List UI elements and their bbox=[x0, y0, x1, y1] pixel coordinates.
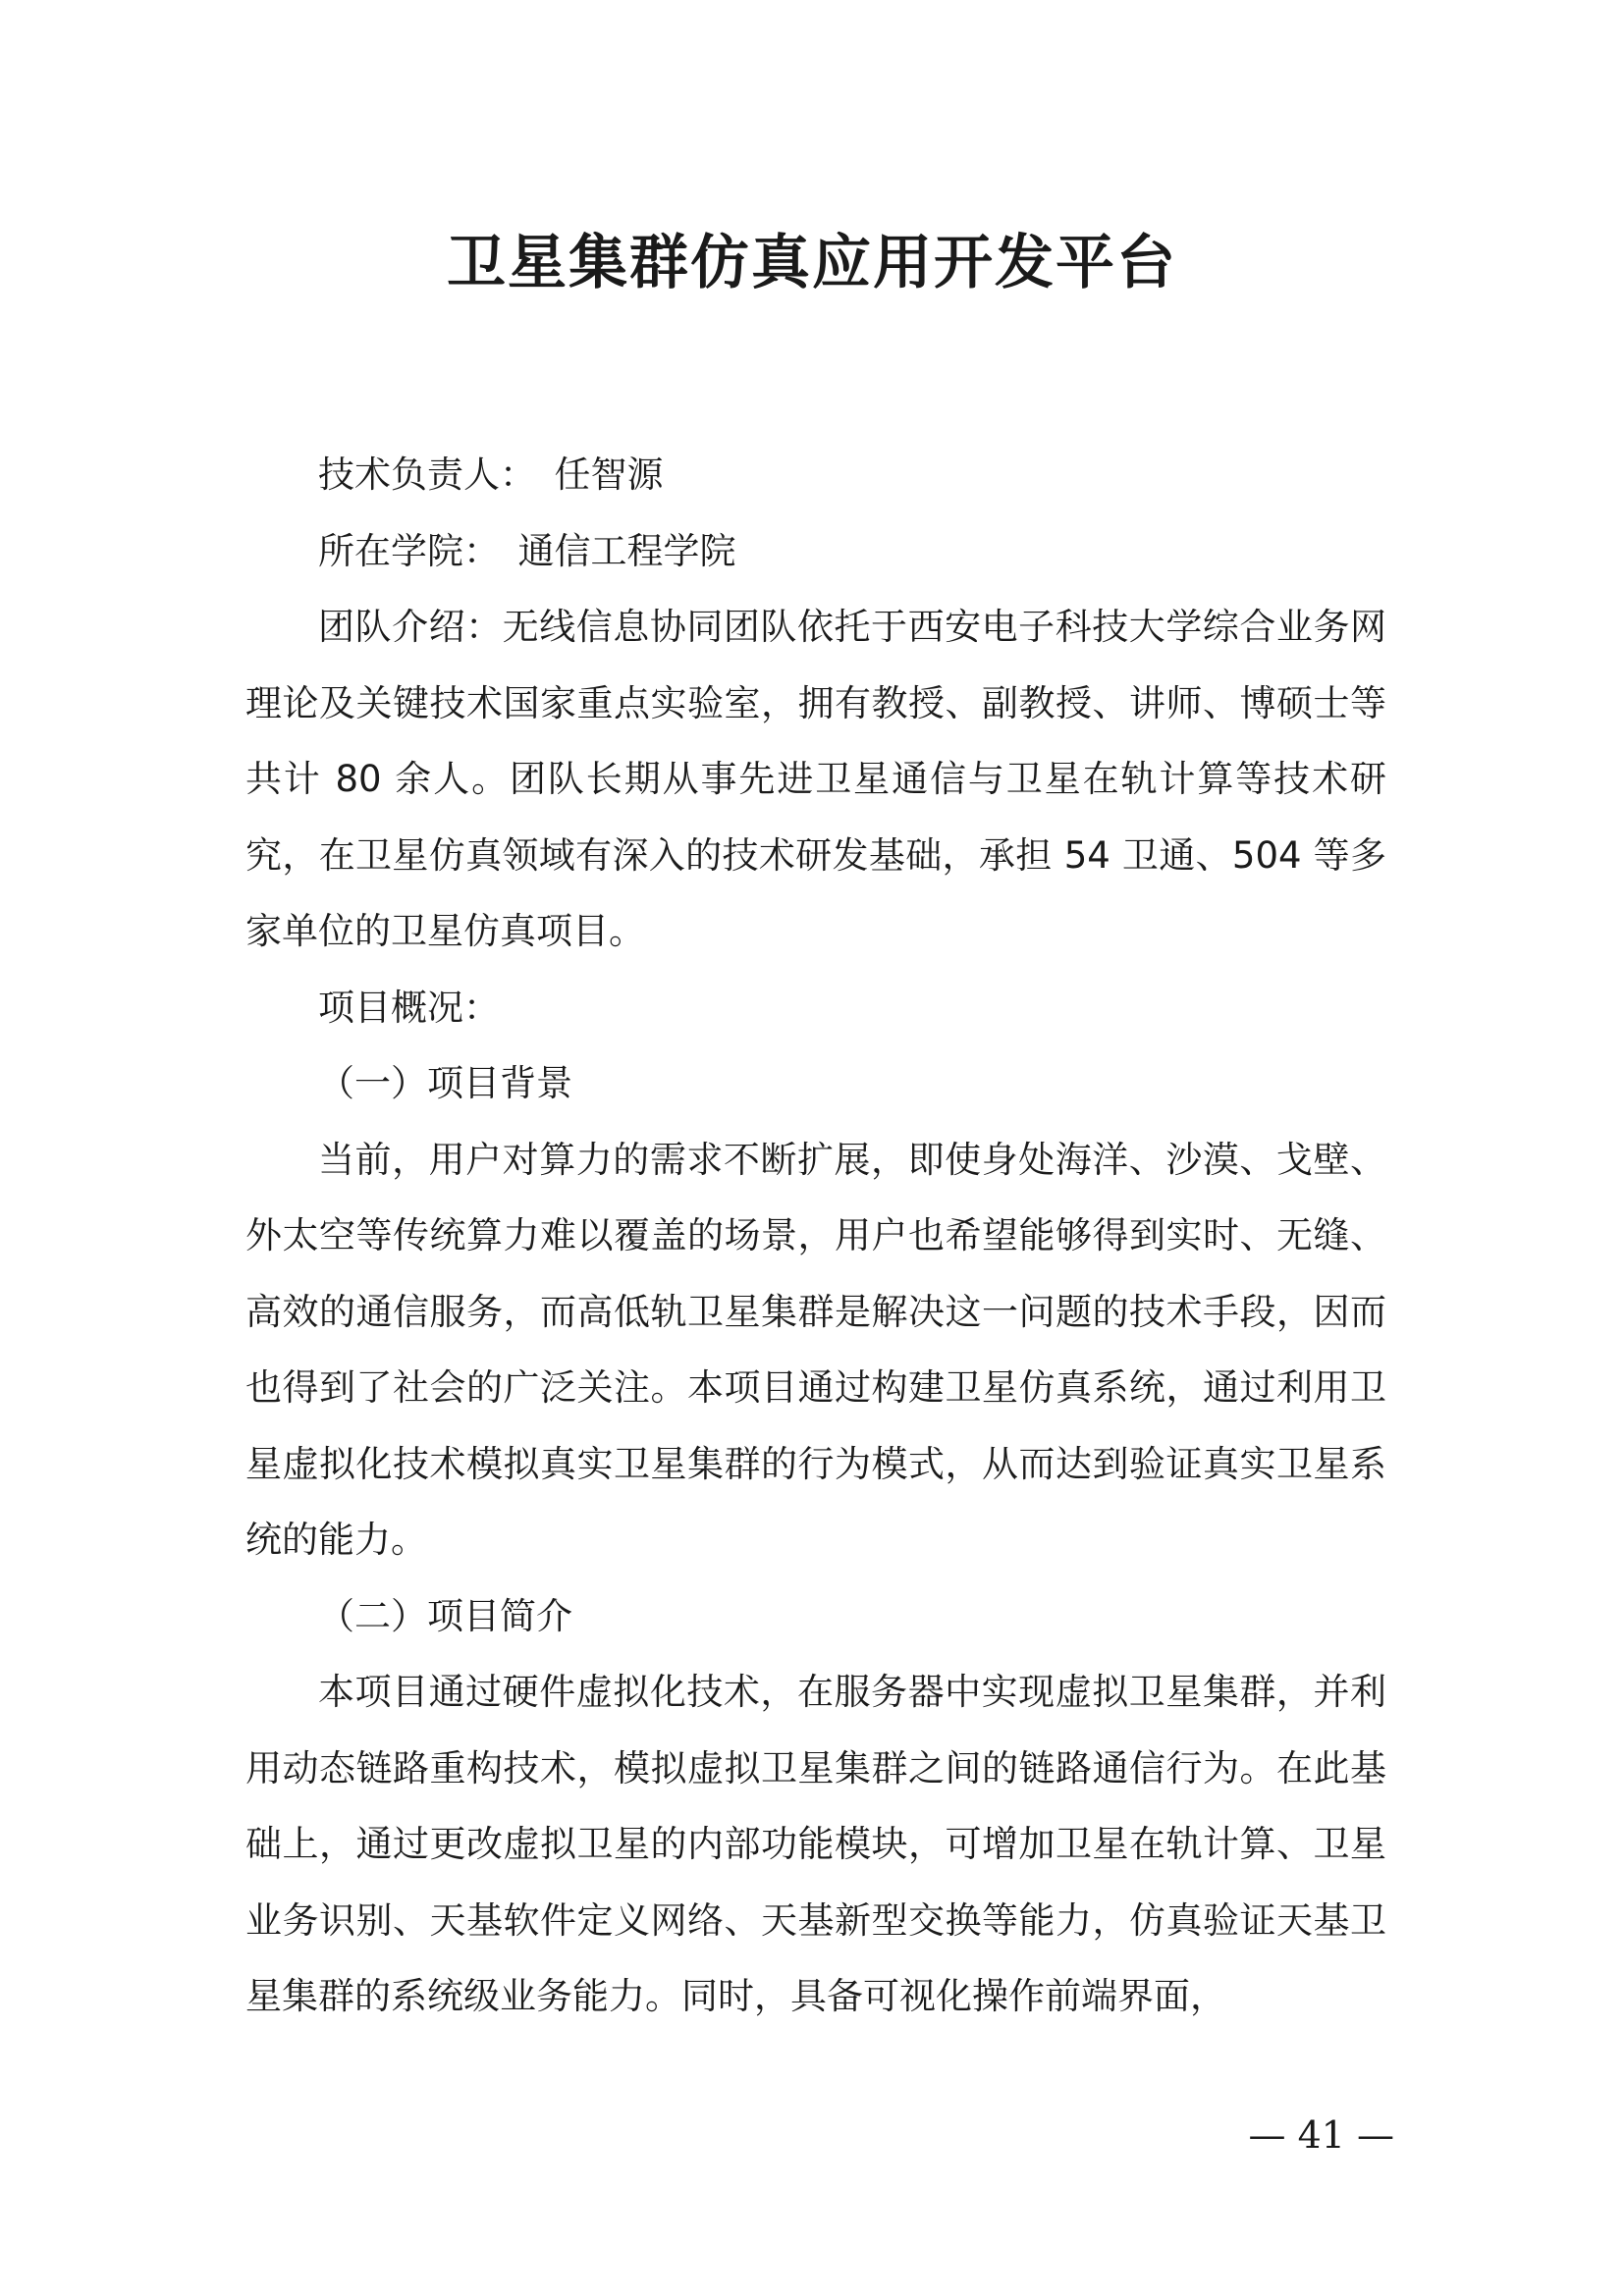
tech-lead-line: 技术负责人： 任智源 bbox=[318, 454, 664, 496]
section-2-heading: （二）项目简介 bbox=[318, 1594, 572, 1637]
section-2-paragraph: 本项目通过硬件虚拟化技术，在服务器中实现虚拟卫星集群，并利用动态链路重构技术，模拟虚拟卫星集群之间的链路通信行为。在此基础上，通过更改虚拟卫星的内部功能模块，可增加卫星在轨计算、卫星业务识别、天基软件定义网络、天基新型交换等能力，仿真验证天基卫星集群的系统级业务能力。同时，具备可视化操作前端界面， bbox=[245, 1671, 1386, 2017]
section-1-paragraph: 当前，用户对算力的需求不断扩展，即使身处海洋、沙漠、戈壁、外太空等传统算力难以覆盖的场景，用户也希望能够得到实时、无缝、高效的通信服务，而高低轨卫星集群是解决这一问题的技术手段，因而也得到了社会的广泛关注。本项目通过构建卫星仿真系统，通过利用卫星虚拟化技术模拟真实卫星集群的行为模式，从而达到验证真实卫星系统的能力。 bbox=[245, 1138, 1386, 1561]
overview-heading: 项目概况： bbox=[318, 986, 500, 1029]
team-intro-paragraph: 团队介绍：无线信息协同团队依托于西安电子科技大学综合业务网理论及关键技术国家重点实验室，拥有教授、副教授、讲师、博硕士等共计 80 余人。团队长期从事先进卫星通信与卫星在轨计算等技术研究，在卫星仿真领域有深入的技术研发基础，承担 54 卫通、504 等多家单位的卫星仿真项目。 bbox=[245, 606, 1386, 952]
college-line: 所在学院： 通信工程学院 bbox=[318, 529, 736, 572]
document-title: 卫星集群仿真应用开发平台 bbox=[447, 229, 1177, 297]
section-1-heading: （一）项目背景 bbox=[318, 1062, 572, 1104]
document-body bbox=[245, 437, 1386, 2035]
page-number: — 41 — bbox=[1248, 2113, 1394, 2157]
